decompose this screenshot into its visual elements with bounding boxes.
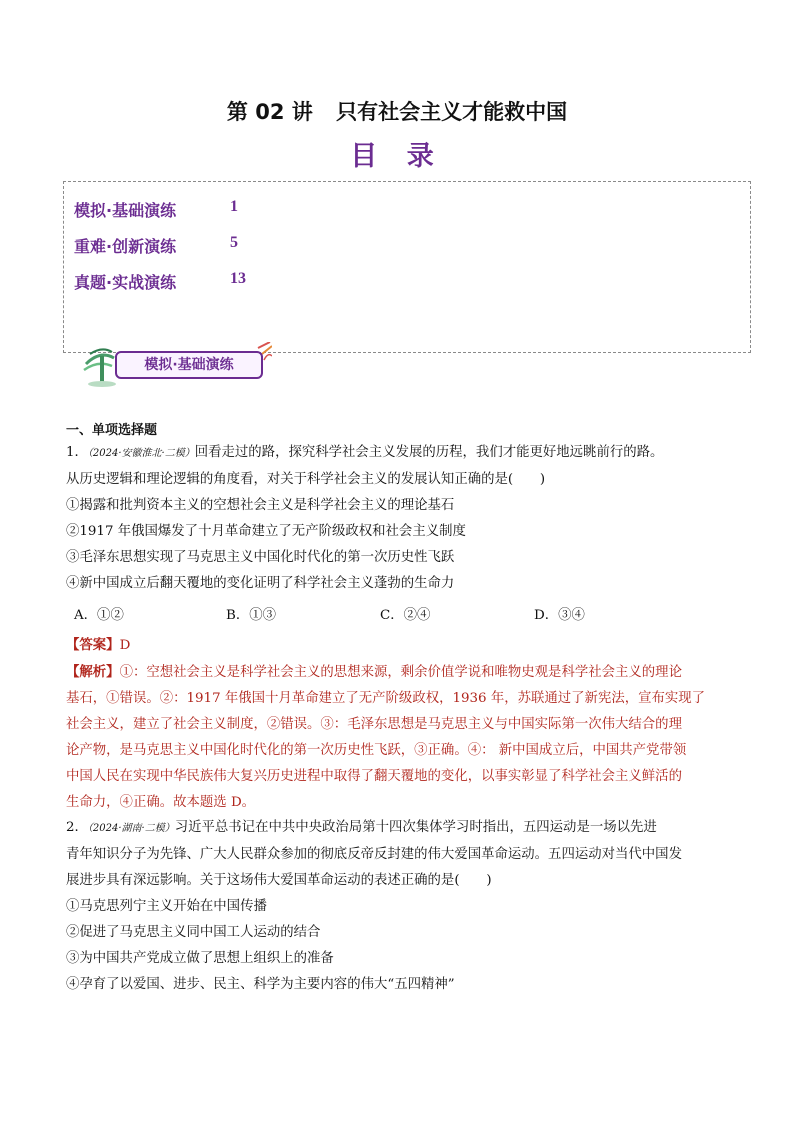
question-1 bbox=[66, 440, 730, 597]
toc-entry-label: 模拟·基础演练 bbox=[74, 201, 177, 220]
section-title: 一、单项选择题 bbox=[66, 423, 158, 438]
option-b[interactable]: B．①③ bbox=[226, 608, 277, 623]
stem-text: 从历史逻辑和理论逻辑的角度看，对关于科学社会主义的发展认知正确的是( ) bbox=[66, 472, 546, 487]
question-source: （2024·安徽淮北·二模） bbox=[87, 448, 195, 459]
question-number: 1． bbox=[66, 445, 88, 460]
toc-entry-label: 重难·创新演练 bbox=[74, 237, 177, 256]
toc-entry-page: 1 bbox=[230, 198, 238, 215]
statement-item: ④新中国成立后翻天覆地的变化证明了科学社会主义蓬勃的生命力 bbox=[66, 576, 455, 591]
answer-tag: 【答案】 bbox=[66, 637, 120, 653]
analysis-text: 论产物，是马克思主义中国化时代化的第一次历史性飞跃，③正确。④： 新中国成立后，中国共产党带领 bbox=[66, 743, 687, 758]
answer-block bbox=[66, 632, 730, 816]
stem-text: 回看走过的路，探究科学社会主义发展的历程，我们才能更好地远眺前行的路。 bbox=[194, 445, 664, 460]
statement-item: ①马克思列宁主义开始在中国传播 bbox=[66, 899, 267, 914]
stem-text: 习近平总书记在中共中央政治局第十四次集体学习时指出，五四运动是一场以先进 bbox=[174, 820, 657, 835]
analysis-text: 基石，①错误。②：1917 年俄国十月革命建立了无产阶级政权，1936 年，苏联通过了新宪法，宣布实现了 bbox=[66, 691, 706, 706]
lecture-number: 第 02 讲 bbox=[226, 100, 313, 124]
toc-entry[interactable] bbox=[74, 270, 246, 293]
document-title bbox=[0, 96, 794, 126]
question-number: 2． bbox=[66, 820, 88, 835]
answer-value: D bbox=[119, 638, 131, 653]
statement-item: ②1917 年俄国爆发了十月革命建立了无产阶级政权和社会主义制度 bbox=[66, 524, 466, 539]
lecture-topic: 只有社会主义才能救中国 bbox=[336, 100, 568, 124]
question-2 bbox=[66, 815, 730, 998]
option-c[interactable]: C．②④ bbox=[380, 608, 431, 623]
stem-text: 青年知识分子为先锋、广大人民群众参加的彻底反帝反封建的伟大爱国革命运动。五四运动对当代中国发 bbox=[66, 847, 682, 862]
statement-item: ④孕育了以爱国、进步、民主、科学为主要内容的伟大“五四精神” bbox=[66, 977, 455, 992]
stem-text: 展进步具有深远影响。关于这场伟大爱国革命运动的表述正确的是( ) bbox=[66, 873, 492, 888]
statement-item: ②促进了马克思主义同中国工人运动的结合 bbox=[66, 925, 321, 940]
table-of-contents bbox=[63, 181, 751, 353]
toc-entry[interactable] bbox=[74, 198, 238, 221]
toc-entry-page: 5 bbox=[230, 234, 238, 251]
section-banner bbox=[82, 342, 272, 388]
question-source: （2024·湖南·二模） bbox=[87, 823, 175, 834]
option-d[interactable]: D．③④ bbox=[534, 608, 585, 623]
analysis-text: 生命力，④正确。故本题选 D。 bbox=[66, 795, 256, 810]
statement-item: ①揭露和批判资本主义的空想社会主义是科学社会主义的理论基石 bbox=[66, 498, 455, 513]
statement-item: ③毛泽东思想实现了马克思主义中国化时代化的第一次历史性飞跃 bbox=[66, 550, 455, 565]
toc-entry-page: 13 bbox=[230, 270, 246, 287]
analysis-text: 社会主义，建立了社会主义制度，②错误。③：毛泽东思想是马克思主义与中国实际第一次伟大结合的理 bbox=[66, 717, 682, 732]
toc-heading: 目 录 bbox=[350, 141, 444, 172]
statement-item: ③为中国共产党成立做了思想上组织上的准备 bbox=[66, 951, 334, 966]
question-stem bbox=[66, 440, 730, 467]
toc-entry-label: 真题·实战演练 bbox=[74, 273, 177, 292]
analysis-tag: 【解析】 bbox=[66, 664, 120, 680]
toc-entry[interactable] bbox=[74, 234, 238, 257]
question-stem bbox=[66, 815, 730, 842]
analysis-text: ①：空想社会主义是科学社会主义的思想来源，剩余价值学说和唯物史观是科学社会主义的理论 bbox=[119, 665, 682, 680]
option-a[interactable]: A．①② bbox=[74, 608, 124, 623]
banner-label: 模拟·基础演练 bbox=[115, 351, 263, 379]
analysis-text: 中国人民在实现中华民族伟大复兴历史进程中取得了翻天覆地的变化，以事实彰显了科学社会主义鲜活的 bbox=[66, 769, 682, 784]
